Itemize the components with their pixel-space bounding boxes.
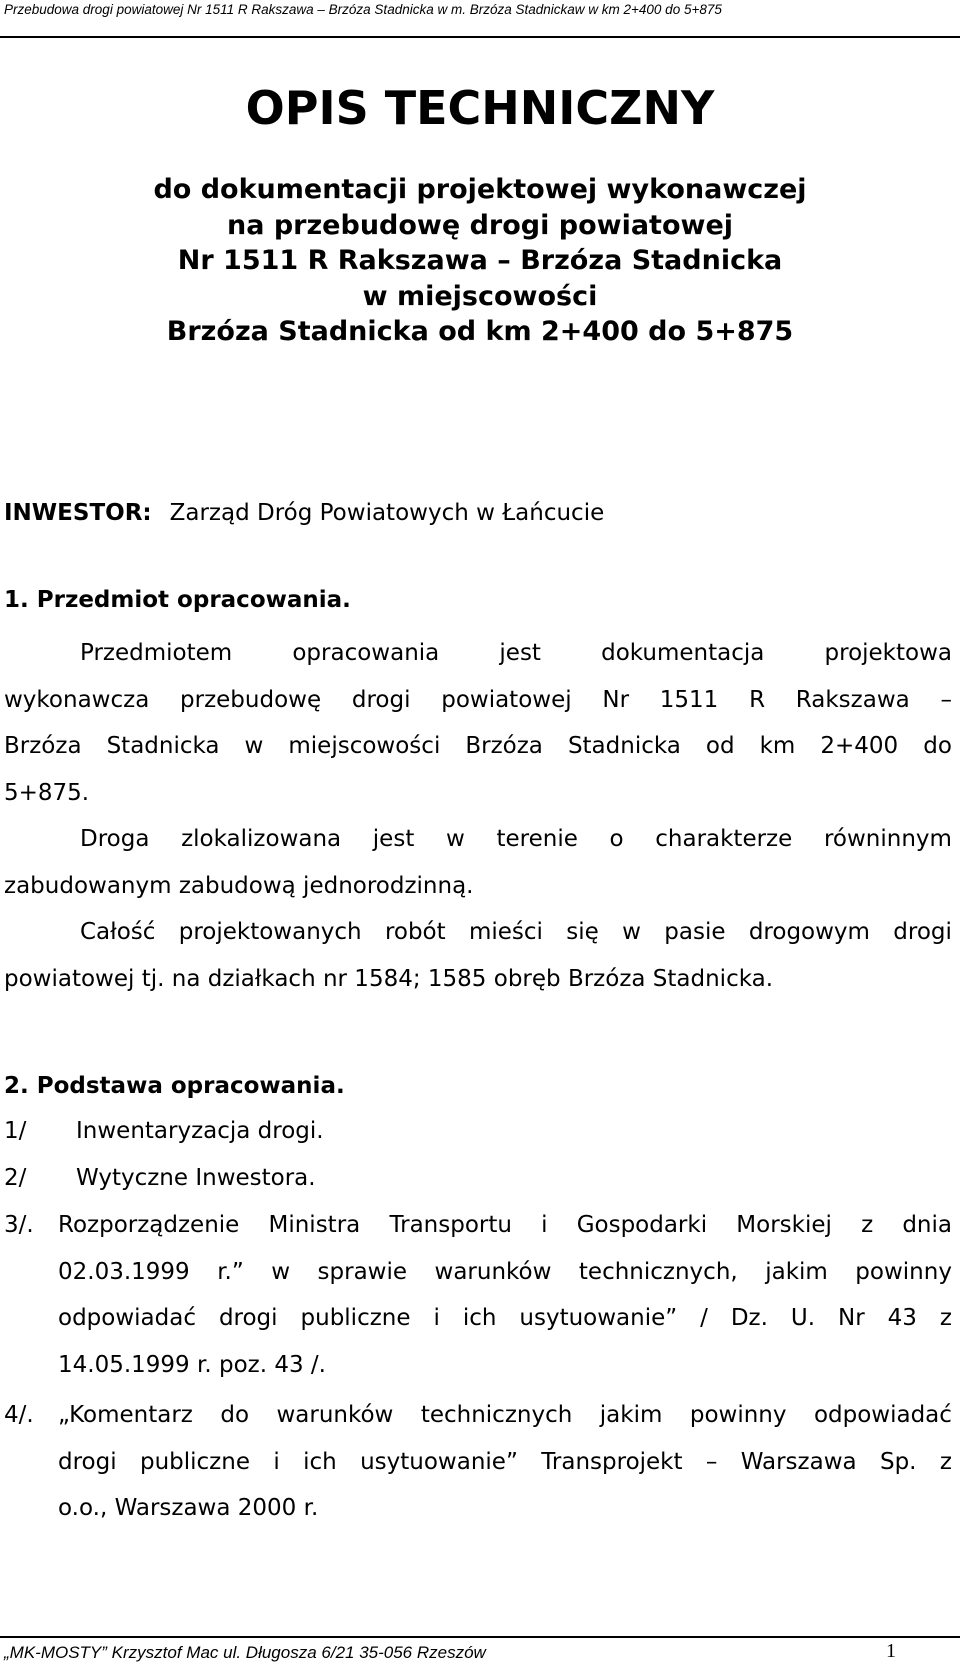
section-1-heading: 1. Przedmiot opracowania. <box>4 587 351 613</box>
list-item-line: Wytyczne Inwestora. <box>76 1165 316 1191</box>
word: km <box>759 733 796 759</box>
list-item-line <box>58 1392 952 1439</box>
word: Całość <box>80 919 156 945</box>
footer-text: „MK-MOSTY” Krzysztof Mac ul. Długosza 6/21 35-056 Rzeszów <box>4 1643 486 1662</box>
list-item-line: o.o., Warszawa 2000 r. <box>58 1495 319 1521</box>
word: do <box>220 1402 250 1428</box>
word: usytuowanie” <box>519 1305 678 1331</box>
word: i <box>541 1212 548 1238</box>
word: jakim <box>765 1258 828 1285</box>
word: publiczne <box>139 1448 250 1475</box>
paragraph-line: zabudowanym zabudową jednorodzinną. <box>4 872 474 899</box>
word: Stadnicka <box>567 733 681 759</box>
word: – <box>705 1448 718 1475</box>
word: drogowym <box>748 919 870 945</box>
list-item-number: 4/. <box>4 1402 34 1428</box>
word: Nr <box>602 686 630 713</box>
word: mieści <box>468 919 543 945</box>
word: w <box>446 826 465 852</box>
page-number: 1 <box>886 1640 896 1662</box>
word: od <box>705 733 735 759</box>
word: Transportu <box>389 1212 512 1238</box>
word: miejscowości <box>288 733 441 759</box>
paragraph-line <box>4 723 952 770</box>
word: „Komentarz <box>58 1402 193 1428</box>
list-item-line <box>58 1295 952 1342</box>
list-item-line <box>58 1439 952 1486</box>
word: 02.03.1999 <box>58 1258 190 1285</box>
word: 1511 <box>659 686 719 713</box>
word: dnia <box>902 1212 952 1238</box>
paragraph-line: powiatowej tj. na działkach nr 1584; 1585 obręb Brzóza Stadnicka. <box>4 965 774 992</box>
word: Przedmiotem <box>80 640 233 666</box>
investor-value: Zarząd Dróg Powiatowych w Łańcucie <box>169 500 605 526</box>
word: Nr <box>838 1305 865 1331</box>
word: z <box>861 1212 874 1238</box>
subtitle-line: Nr 1511 R Rakszawa – Brzóza Stadnicka <box>177 245 783 276</box>
running-header-text: Przebudowa drogi powiatowej Nr 1511 R Rakszawa – Brzóza Stadnicka w m. Brzóza Stadnickaw w km 2+400 do 5+875 <box>4 2 722 17</box>
list-item-number: 2/ <box>4 1165 27 1191</box>
document-title: OPIS TECHNICZNY <box>245 81 715 135</box>
word: w <box>244 733 264 759</box>
word: U. <box>790 1305 816 1331</box>
word: z <box>939 1448 952 1475</box>
running-header <box>0 0 960 40</box>
word: drogi <box>218 1305 278 1331</box>
word: / <box>700 1305 708 1331</box>
document-subtitle <box>0 172 960 350</box>
paragraph-line <box>4 677 952 724</box>
word: Warszawa <box>740 1448 857 1475</box>
word: charakterze <box>655 826 793 852</box>
word: projektowa <box>824 640 952 666</box>
word: do <box>923 733 952 759</box>
word: opracowania <box>292 640 440 666</box>
word: terenie <box>496 826 578 852</box>
list-item <box>4 1392 952 1532</box>
paragraph-line <box>4 816 952 863</box>
word: wykonawcza <box>4 686 150 713</box>
word: 43 <box>887 1305 917 1331</box>
word: i <box>273 1448 280 1475</box>
word: jakim <box>599 1402 663 1428</box>
paragraph-line <box>4 630 952 677</box>
subtitle-line: do dokumentacji projektowej wykonawczej <box>153 174 807 205</box>
list-item-line: Inwentaryzacja drogi. <box>76 1118 324 1144</box>
word: Sp. <box>879 1448 917 1475</box>
word: Brzóza <box>4 733 82 759</box>
list-item-line <box>58 1202 952 1249</box>
section-1-paragraph-1 <box>4 630 952 816</box>
word: przebudowę <box>180 686 322 713</box>
footer-rule <box>0 1636 960 1638</box>
word: dokumentacja <box>601 640 765 666</box>
list-item <box>4 1108 952 1154</box>
word: drogi <box>351 686 411 713</box>
word: Morskiej <box>736 1212 832 1238</box>
word: Transprojekt <box>541 1448 683 1475</box>
word: w <box>622 919 641 945</box>
word: pasie <box>664 919 726 945</box>
word: ich <box>303 1448 337 1475</box>
list-item-number: 1/ <box>4 1118 27 1144</box>
word: i <box>433 1305 440 1331</box>
word: odpowiadać <box>813 1402 952 1428</box>
paragraph-line <box>4 909 952 956</box>
word: projektowanych <box>178 919 362 945</box>
word: sprawie <box>317 1258 408 1285</box>
word: Rakszawa <box>795 686 910 713</box>
word: równinnym <box>823 826 952 852</box>
word: technicznych, <box>578 1258 738 1285</box>
list-item-line <box>58 1249 952 1296</box>
word: powinny <box>855 1258 952 1285</box>
word: z <box>939 1305 952 1331</box>
list-item <box>4 1202 952 1388</box>
word: drogi <box>893 919 952 945</box>
subtitle-line: Brzóza Stadnicka od km 2+400 do 5+875 <box>166 316 794 347</box>
word: jest <box>372 826 415 852</box>
list-item-number: 3/. <box>4 1212 34 1238</box>
word: technicznych <box>420 1402 573 1428</box>
word: r.” <box>217 1258 244 1285</box>
subtitle-line: na przebudowę drogi powiatowej <box>226 209 734 241</box>
word: o <box>609 826 624 852</box>
word: Ministra <box>268 1212 361 1238</box>
section-1-paragraph-3 <box>4 909 952 1002</box>
section-2-heading: 2. Podstawa opracowania. <box>4 1073 345 1099</box>
word: ich <box>462 1305 497 1331</box>
word: warunków <box>434 1258 552 1285</box>
word: Rozporządzenie <box>58 1212 240 1238</box>
list-item-line: 14.05.1999 r. poz. 43 /. <box>58 1351 326 1378</box>
word: drogi <box>58 1448 117 1475</box>
word: odpowiadać <box>58 1305 196 1331</box>
word: Dz. <box>730 1305 768 1331</box>
word: – <box>940 686 952 713</box>
word: w <box>271 1258 291 1285</box>
word: usytuowanie” <box>360 1448 518 1475</box>
investor-label: INWESTOR: <box>4 500 152 526</box>
section-1-paragraph-2 <box>4 816 952 909</box>
word: Stadnicka <box>106 733 220 759</box>
word: powinny <box>689 1402 787 1428</box>
word: R <box>749 686 766 713</box>
word: 2+400 <box>820 733 899 759</box>
word: warunków <box>276 1402 394 1428</box>
word: Droga <box>80 826 150 852</box>
word: robót <box>384 919 446 945</box>
investor-line <box>4 500 604 526</box>
subtitle-line: w miejscowości <box>362 280 598 312</box>
word: publiczne <box>300 1305 411 1331</box>
word: zlokalizowana <box>181 826 342 852</box>
word: jest <box>499 640 541 666</box>
word: się <box>566 919 599 945</box>
list-item <box>4 1155 952 1201</box>
word: Brzóza <box>465 733 543 759</box>
header-rule <box>0 36 960 38</box>
word: powiatowej <box>441 686 572 713</box>
word: Gospodarki <box>576 1212 708 1238</box>
paragraph-line: 5+875. <box>4 779 90 806</box>
